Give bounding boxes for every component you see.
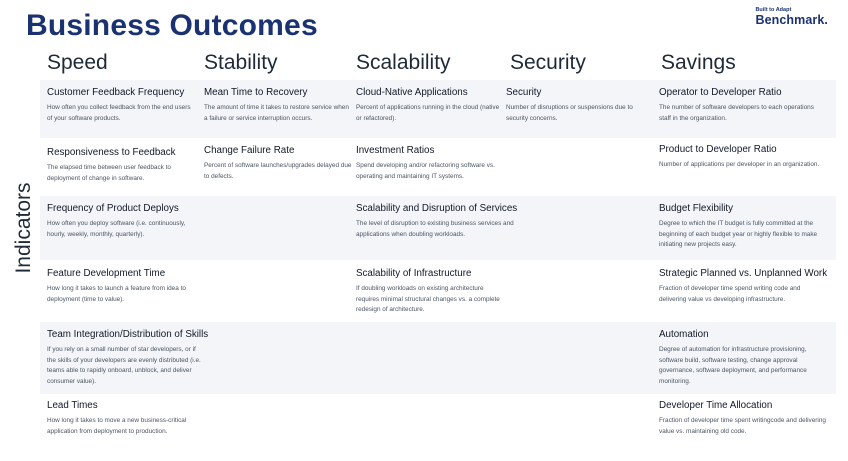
indicator-title: Operator to Developer Ratio — [659, 87, 782, 98]
brand-name: Benchmark. — [755, 13, 828, 27]
page-title: Business Outcomes — [26, 9, 318, 42]
brand-tagline: Built to Adapt — [755, 7, 792, 13]
column-header-stability: Stability — [204, 51, 278, 74]
indicator-title: Security — [506, 87, 542, 98]
column-header-security: Security — [510, 51, 586, 74]
column-header-speed: Speed — [47, 51, 108, 74]
indicator-title: Team Integration/Distribution of Skills — [47, 329, 209, 340]
indicator-card — [356, 203, 516, 240]
indicator-card — [356, 87, 506, 124]
indicator-description: The level of disruption to existing business services and applications when doubling workloads. — [356, 220, 514, 238]
indicator-title: Product to Developer Ratio — [659, 144, 777, 155]
indicator-description: Degree to which the IT budget is fully committed at the beginning of each budget year or highly flexible to make initiating new projects easy. — [659, 220, 818, 248]
indicator-title: Lead Times — [47, 400, 98, 411]
indicator-card — [659, 203, 827, 251]
indicator-description: Number of disruptions or suspensions due to security concerns. — [506, 104, 633, 122]
indicator-description: Fraction of developer time spent writingcode and delivering value vs. maintaining old code. — [659, 417, 826, 435]
indicator-card — [659, 329, 827, 387]
indicator-title: Budget Flexibility — [659, 203, 734, 214]
indicator-card — [47, 87, 197, 124]
indicator-description: Fraction of developer time spend writing code and delivering value vs developing infrastructure. — [659, 285, 801, 303]
indicator-card — [356, 268, 506, 316]
indicator-card — [506, 87, 656, 124]
indicator-title: Responsiveness to Feedback — [47, 147, 176, 158]
indicator-card — [356, 145, 506, 182]
indicator-description: Spend developing and/or refactoring software vs. operating and maintaining IT systems. — [356, 162, 495, 180]
indicator-title: Frequency of Product Deploys — [47, 203, 179, 214]
indicator-title: Customer Feedback Frequency — [47, 87, 185, 98]
indicator-title: Automation — [659, 329, 709, 340]
column-header-savings: Savings — [661, 51, 736, 74]
indicator-description: Degree of automation for infrastructure provisioning, software build, software testing, change approval governance, software deployment, and performance monitoring. — [659, 346, 807, 385]
indicator-description: Number of applications per developer in an organization. — [659, 161, 820, 168]
indicator-description: How often you deploy software (i.e. continuously, hourly, weekly, monthly, quarterly). — [47, 220, 186, 238]
indicator-card — [47, 268, 197, 305]
indicator-description: If doubling workloads on existing architecture requires minimal structural changes vs. a complete redesign of architecture. — [356, 285, 500, 313]
indicator-description: If you rely on a small number of star developers, or if the skills of your developers are evenly distributed (i.e. teams able to rapidly onboard, unblock, and deliver consumer value). — [47, 346, 201, 385]
indicator-title: Mean Time to Recovery — [204, 87, 308, 98]
indicator-title: Change Failure Rate — [204, 145, 295, 156]
indicator-card — [659, 268, 827, 305]
indicator-card — [204, 145, 354, 182]
indicator-card — [47, 203, 197, 240]
indicator-description: Percent of software launches/upgrades delayed due to defects. — [204, 162, 352, 180]
indicator-description: Percent of applications running in the cloud (native or refactored). — [356, 104, 500, 122]
indicator-title: Scalability and Disruption of Services — [356, 203, 518, 214]
indicator-card — [659, 87, 827, 124]
indicator-description: The elapsed time between user feedback to deployment of change in software. — [47, 164, 171, 182]
column-header-scalability: Scalability — [356, 51, 451, 74]
indicator-card — [47, 400, 197, 437]
indicator-card — [659, 144, 827, 171]
indicator-card — [659, 400, 827, 437]
indicator-card — [47, 147, 197, 184]
indicator-title: Investment Ratios — [356, 145, 435, 156]
indicator-description: How often you collect feedback from the end users of your software products. — [47, 104, 191, 122]
indicators-label: Indicators — [12, 182, 35, 274]
indicator-description: How long it takes to launch a feature from idea to deployment (time to value). — [47, 285, 186, 303]
indicator-title: Developer Time Allocation — [659, 400, 773, 411]
indicator-description: The amount of time it takes to restore service when a failure or service interruption occurs. — [204, 104, 349, 122]
indicator-description: The number of software developers to each operations staff in the organization. — [659, 104, 814, 122]
indicator-title: Cloud-Native Applications — [356, 87, 468, 98]
indicator-title: Feature Development Time — [47, 268, 166, 279]
indicator-title: Scalability of Infrastructure — [356, 268, 472, 279]
indicator-title: Strategic Planned vs. Unplanned Work — [659, 268, 828, 279]
brand-logo — [755, 7, 828, 27]
indicator-card — [204, 87, 354, 124]
indicator-card — [47, 329, 209, 387]
indicator-description: How long it takes to move a new business-critical application from deployment to production. — [47, 417, 187, 435]
